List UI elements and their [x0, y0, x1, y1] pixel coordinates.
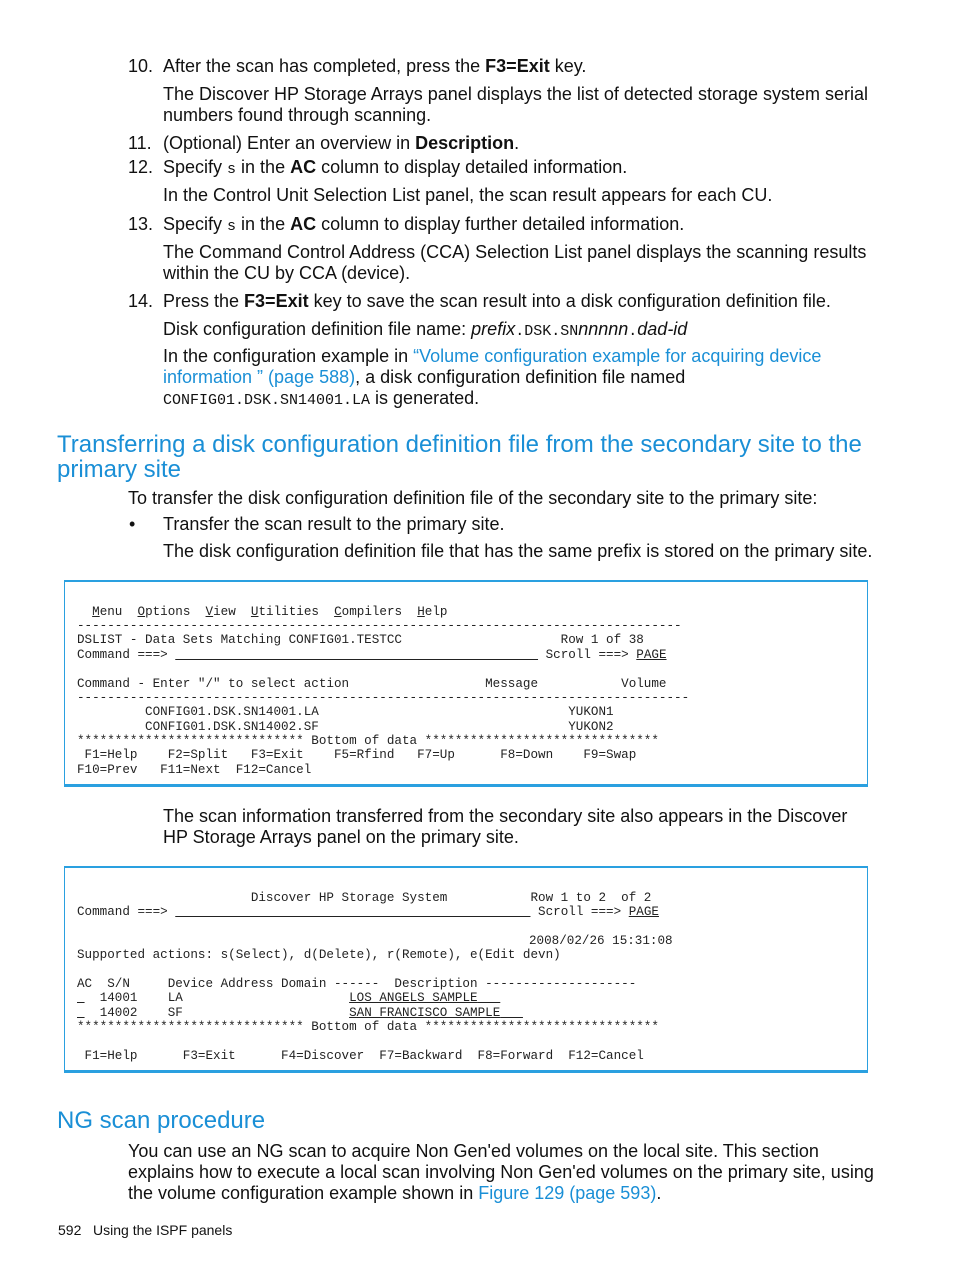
step-13-note: The Command Control Address (CCA) Selection List panel displays the scanning results within the CU by CCA (device). — [163, 242, 867, 283]
step-11-field: Description — [415, 133, 515, 153]
step-12-text — [163, 157, 873, 180]
action-code-input[interactable] — [77, 1006, 85, 1020]
step-10-number: 10. — [128, 56, 154, 76]
step-12-column: AC — [290, 157, 317, 177]
separator-line: --------------------------------------------------------------------------------- — [77, 691, 690, 705]
section-heading-transfer: Transferring a disk configuration definition file from the secondary site to the primary site — [57, 431, 862, 483]
ng-scan-text-a: You can use an NG scan to acquire Non Gen'ed volumes on the local site. This section explains how to execute a local scan involving Non Gen'ed volumes on the primary site, using the volume configuration example shown in — [128, 1141, 874, 1203]
step-14-text — [163, 291, 873, 312]
discover-panel — [64, 866, 868, 1073]
dataset-row[interactable]: CONFIG01.DSK.SN14001.LA YUKON1 — [77, 705, 614, 719]
step-13-text-b1: in the — [236, 214, 291, 234]
step-12-number: 12. — [128, 157, 154, 177]
step-10-text — [163, 56, 873, 77]
step-10-text-a: After the scan has completed, press the — [163, 56, 486, 76]
step-12-code: s — [227, 161, 237, 178]
step-12-note: In the Control Unit Selection List panel, the scan result appears for each CU. — [163, 185, 773, 205]
bullet-text: Transfer the scan result to the primary site. — [163, 514, 505, 534]
dslist-column-header: Command - Enter "/" to select action Message Volume — [77, 677, 667, 691]
dslist-panel — [64, 580, 868, 787]
volume-config-example-link[interactable]: “Volume configuration example for acquiring device information ” (page 588) — [163, 346, 822, 387]
menu-item-options[interactable]: Options — [137, 605, 191, 619]
function-keys-line-2: F10=Prev F11=Next F12=Cancel — [77, 763, 312, 777]
file-name-line — [163, 319, 873, 342]
example-paragraph — [163, 346, 873, 411]
step-13-number: 13. — [128, 214, 154, 234]
section-intro: To transfer the disk configuration definition file of the secondary site to the primary site: — [128, 488, 818, 508]
step-11-text-c: . — [514, 133, 520, 153]
footer-chapter: Using the ISPF panels — [93, 1222, 233, 1238]
example-text-a: In the configuration example in — [163, 346, 414, 366]
figure-129-link[interactable]: Figure 129 (page 593) — [478, 1183, 657, 1203]
page-number: 592 — [58, 1222, 82, 1238]
page-footer — [58, 1222, 232, 1238]
after-panel-paragraph: The scan information transferred from the secondary site also appears in the Discover HP Storage Arrays panel on the primary site. — [163, 806, 848, 847]
bullet-mark: • — [129, 514, 136, 534]
menu-item-compilers[interactable]: Compilers — [334, 605, 403, 619]
ng-scan-paragraph — [128, 1141, 878, 1204]
step-12-text-b1: in the — [236, 157, 291, 177]
description-value: LOS ANGELS SAMPLE — [349, 991, 478, 1005]
scroll-input[interactable]: PAGE — [636, 648, 667, 662]
timestamp: 2008/02/26 15:31:08 — [529, 934, 673, 948]
file-name-dsk: .DSK.SN — [515, 323, 579, 340]
menu-item-utilities[interactable]: Utilities — [250, 605, 319, 619]
separator-line: -------------------------------------------------------------------------------- — [77, 619, 682, 633]
step-14-key: F3=Exit — [244, 291, 309, 311]
description-input[interactable] — [349, 1006, 523, 1020]
step-10-note: The Discover HP Storage Arrays panel displays the list of detected storage system serial numbers found through scanning. — [163, 84, 868, 125]
discover-column-header: AC S/N Device Address Domain ------ Description -------------------- — [77, 977, 637, 991]
serial-number: 14002 — [99, 1006, 138, 1020]
action-code-input[interactable] — [77, 991, 85, 1005]
step-11-text-a: (Optional) Enter an overview in — [163, 133, 416, 153]
step-10-key: F3=Exit — [485, 56, 550, 76]
function-keys-line-1: F1=Help F2=Split F3=Exit F5=Rfind F7=Up F8=Down F9=Swap — [77, 748, 637, 762]
step-14-text-a: Press the — [163, 291, 245, 311]
command-input[interactable] — [175, 648, 538, 662]
description-value: SAN FRANCISCO SAMPLE — [349, 1006, 501, 1020]
step-14-number: 14. — [128, 291, 154, 311]
example-text-c: is generated. — [370, 388, 480, 408]
dslist-title-line: DSLIST - Data Sets Matching CONFIG01.TESTCC Row 1 of 38 — [77, 633, 644, 647]
bottom-of-data-line: ****************************** Bottom of data ******************************* — [77, 1020, 659, 1034]
command-line — [77, 905, 659, 920]
example-file-name: CONFIG01.DSK.SN14001.LA — [163, 392, 371, 409]
menu-item-menu[interactable]: Menu — [92, 605, 123, 619]
serial-number: 14001 — [99, 991, 138, 1005]
command-input[interactable] — [175, 905, 530, 919]
scroll-input[interactable]: PAGE — [628, 905, 659, 919]
bottom-of-data-line: ****************************** Bottom of data ******************************* — [77, 734, 659, 748]
dataset-row[interactable]: CONFIG01.DSK.SN14002.SF YUKON2 — [77, 720, 614, 734]
step-13-text — [163, 214, 873, 237]
step-13-text-c: column to display further detailed information. — [316, 214, 685, 234]
scroll-label: Scroll ===> — [538, 905, 622, 919]
file-name-dad-id: dad-id — [637, 319, 688, 339]
scroll-label: Scroll ===> — [545, 648, 629, 662]
step-12-text-c: column to display detailed information. — [316, 157, 628, 177]
step-11-text — [163, 133, 873, 154]
menu-item-help[interactable]: Help — [417, 605, 448, 619]
bullet-note: The disk configuration definition file that has the same prefix is stored on the primary site. — [163, 541, 873, 561]
file-name-dot: . — [628, 323, 638, 340]
step-13-code: s — [227, 218, 237, 235]
panel-menu-bar — [77, 605, 447, 620]
step-10-text-c: key. — [549, 56, 587, 76]
command-label: Command ===> — [77, 648, 168, 662]
function-keys-line: F1=Help F3=Exit F4=Discover F7=Backward F8=Forward F12=Cancel — [77, 1049, 644, 1063]
device-domain: LA — [167, 991, 183, 1005]
step-12-text-a: Specify — [163, 157, 228, 177]
storage-row[interactable] — [77, 1006, 523, 1021]
supported-actions-line: Supported actions: s(Select), d(Delete), r(Remote), e(Edit devn) — [77, 948, 561, 962]
step-11-number: 11. — [128, 133, 152, 153]
storage-row[interactable] — [77, 991, 500, 1006]
section-heading-ng-scan: NG scan procedure — [57, 1107, 266, 1134]
step-14-text-c: key to save the scan result into a disk configuration definition file. — [308, 291, 831, 311]
ng-scan-text-b: . — [656, 1183, 662, 1203]
file-name-label: Disk configuration definition file name: — [163, 319, 472, 339]
command-line — [77, 648, 667, 663]
discover-title-line: Discover HP Storage System Row 1 to 2 of 2 — [77, 891, 652, 905]
command-label: Command ===> — [77, 905, 168, 919]
example-text-b: , a disk configuration definition file named — [355, 367, 686, 387]
file-name-prefix: prefix — [471, 319, 516, 339]
device-domain: SF — [167, 1006, 183, 1020]
file-name-serial: nnnnn — [578, 319, 629, 339]
menu-item-view[interactable]: View — [205, 605, 236, 619]
step-13-text-a: Specify — [163, 214, 228, 234]
description-input[interactable] — [349, 991, 500, 1005]
step-13-column: AC — [290, 214, 317, 234]
